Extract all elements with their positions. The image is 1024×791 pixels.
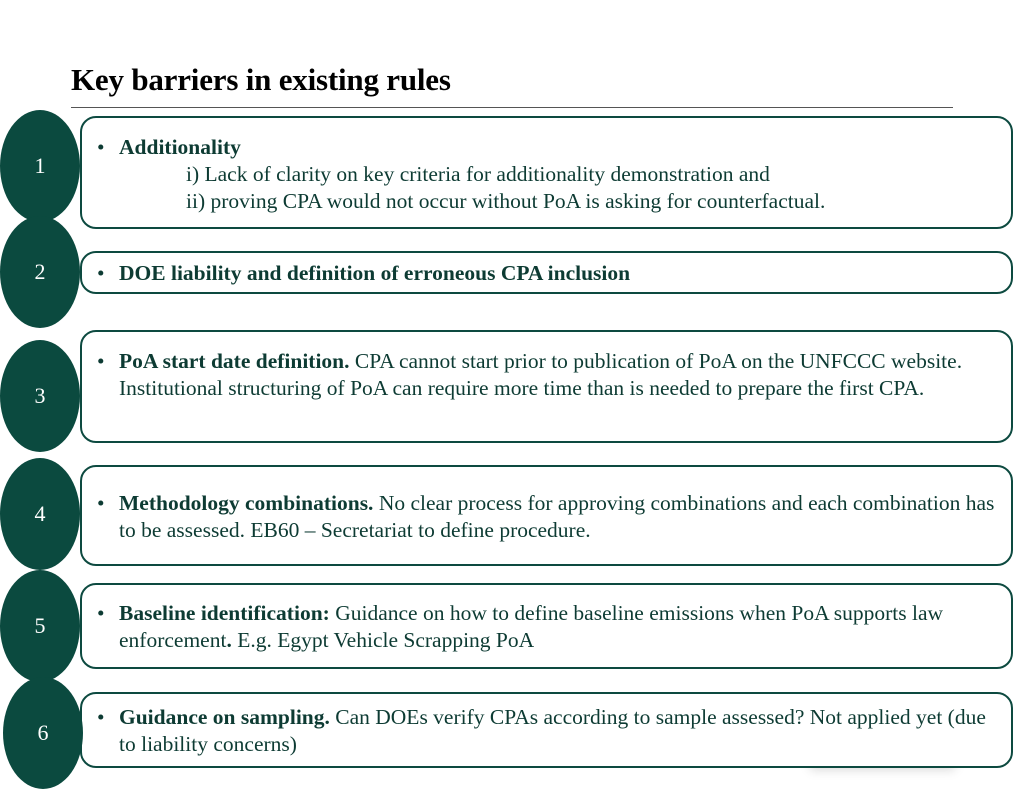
barrier-text-4 xyxy=(97,490,997,544)
page-title: Key barriers in existing rules xyxy=(71,62,451,97)
barrier-heading: Methodology combinations. xyxy=(119,491,374,515)
barrier-text-3 xyxy=(97,348,997,402)
bullet-icon: • xyxy=(97,601,105,625)
barrier-box-4 xyxy=(80,465,1013,566)
barrier-heading: Additionality xyxy=(119,135,241,159)
number-badge-6 xyxy=(3,677,83,789)
number-badge-1 xyxy=(0,110,80,222)
barrier-text-1 xyxy=(97,134,997,215)
barrier-description: Can DOEs verify CPAs according to sample assessed? Not applied yet (due to liability concerns) xyxy=(119,705,986,756)
barrier-heading: Guidance on sampling. xyxy=(119,705,330,729)
barrier-text-6 xyxy=(97,704,997,758)
number-badge-label: 4 xyxy=(34,501,46,526)
number-badge-5 xyxy=(0,570,80,682)
number-badge-4 xyxy=(0,458,80,570)
barrier-subline: ii) proving CPA would not occur without PoA is asking for counterfactual. xyxy=(186,189,826,213)
barrier-description-tail: E.g. Egypt Vehicle Scrapping PoA xyxy=(231,628,535,652)
number-badge-label: 6 xyxy=(37,720,49,745)
bullet-icon: • xyxy=(97,261,105,285)
barrier-heading: DOE liability and definition of erroneous CPA inclusion xyxy=(119,261,631,285)
barrier-description: Guidance on how to define baseline emissions when PoA supports law enforcement xyxy=(119,601,944,652)
bullet-icon: • xyxy=(97,705,105,729)
barrier-text-5 xyxy=(97,600,997,654)
number-badge-label: 5 xyxy=(34,613,46,638)
barrier-box-6 xyxy=(80,692,1013,768)
number-badge-label: 3 xyxy=(34,383,46,408)
bullet-icon: • xyxy=(97,349,105,373)
number-badge-label: 2 xyxy=(34,259,46,284)
number-badge-label: 1 xyxy=(34,153,46,178)
barrier-box-1 xyxy=(80,116,1013,229)
bullet-icon: • xyxy=(97,491,105,515)
barrier-box-2 xyxy=(80,251,1013,294)
title-divider xyxy=(71,107,953,108)
barrier-description: CPA cannot start prior to publication of PoA on the UNFCCC website. Institutional structuring of PoA can require more time than is needed to prepare the first CPA. xyxy=(119,349,963,400)
number-badge-2 xyxy=(0,216,80,328)
bullet-icon: • xyxy=(97,135,105,159)
barrier-description: No clear process for approving combinations and each combination has to be assessed. EB60 – Secretariat to define procedure. xyxy=(119,491,995,542)
number-badge-3 xyxy=(0,340,80,452)
barrier-subline: i) Lack of clarity on key criteria for additionality demonstration and xyxy=(186,162,770,186)
barrier-text-2 xyxy=(97,260,997,287)
barrier-box-5 xyxy=(80,583,1013,669)
barrier-heading: PoA start date definition. xyxy=(119,349,350,373)
barrier-description-dot: . xyxy=(226,628,232,652)
barrier-box-3 xyxy=(80,330,1013,443)
barrier-heading: Baseline identification: xyxy=(119,601,330,625)
